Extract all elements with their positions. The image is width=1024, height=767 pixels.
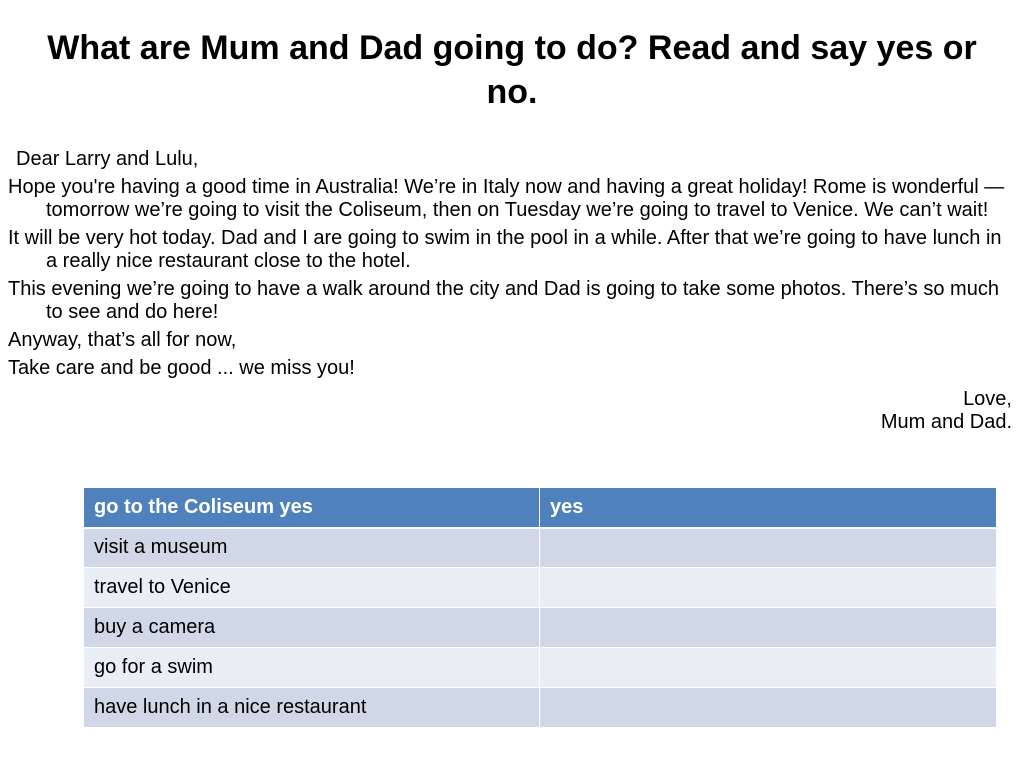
letter-paragraph: This evening we’re going to have a walk around the city and Dad is going to take some photos. There’s so much to see and do here!: [8, 278, 999, 323]
letter-greeting: Dear Larry and Lulu,: [16, 148, 199, 170]
table-cell-answer[interactable]: [540, 608, 997, 648]
letter-signature: Mum and Dad.: [880, 411, 1012, 433]
letter-closing: Love,: [963, 388, 1012, 410]
table-header-row: [84, 488, 997, 528]
table-cell-answer[interactable]: [540, 648, 997, 688]
table-cell-answer[interactable]: [540, 528, 997, 568]
table-row: [84, 688, 997, 728]
letter-paragraph: Hope you're having a good time in Australia! We’re in Italy now and having a great holiday! Rome is wonderful — tomorrow we’re going to visit the Coliseum, then on Tuesday we’re going to travel to Venice. We can’t wait!: [8, 176, 1005, 221]
table-header-cell: go to the Coliseum yes: [84, 488, 540, 528]
letter-body: [8, 148, 1012, 434]
table-row: [84, 608, 997, 648]
table-header-cell: yes: [540, 488, 997, 528]
table-cell-activity: travel to Venice: [84, 568, 540, 608]
letter-paragraph: Anyway, that’s all for now,: [8, 329, 237, 351]
table-cell-activity: visit a museum: [84, 528, 540, 568]
table-row: [84, 528, 997, 568]
table-row: [84, 648, 997, 688]
letter-paragraph: It will be very hot today. Dad and I are going to swim in the pool in a while. After that we’re going to have lunch in a really nice restaurant close to the hotel.: [8, 227, 1002, 272]
slide-title: What are Mum and Dad going to do? Read and say yes or no.: [47, 29, 977, 111]
answers-table: [83, 487, 997, 728]
table-cell-answer[interactable]: [540, 688, 997, 728]
letter-paragraph: Take care and be good ... we miss you!: [8, 357, 355, 379]
table-cell-answer[interactable]: [540, 568, 997, 608]
table-cell-activity: buy a camera: [84, 608, 540, 648]
table-cell-activity: go for a swim: [84, 648, 540, 688]
table-row: [84, 568, 997, 608]
table-cell-activity: have lunch in a nice restaurant: [84, 688, 540, 728]
